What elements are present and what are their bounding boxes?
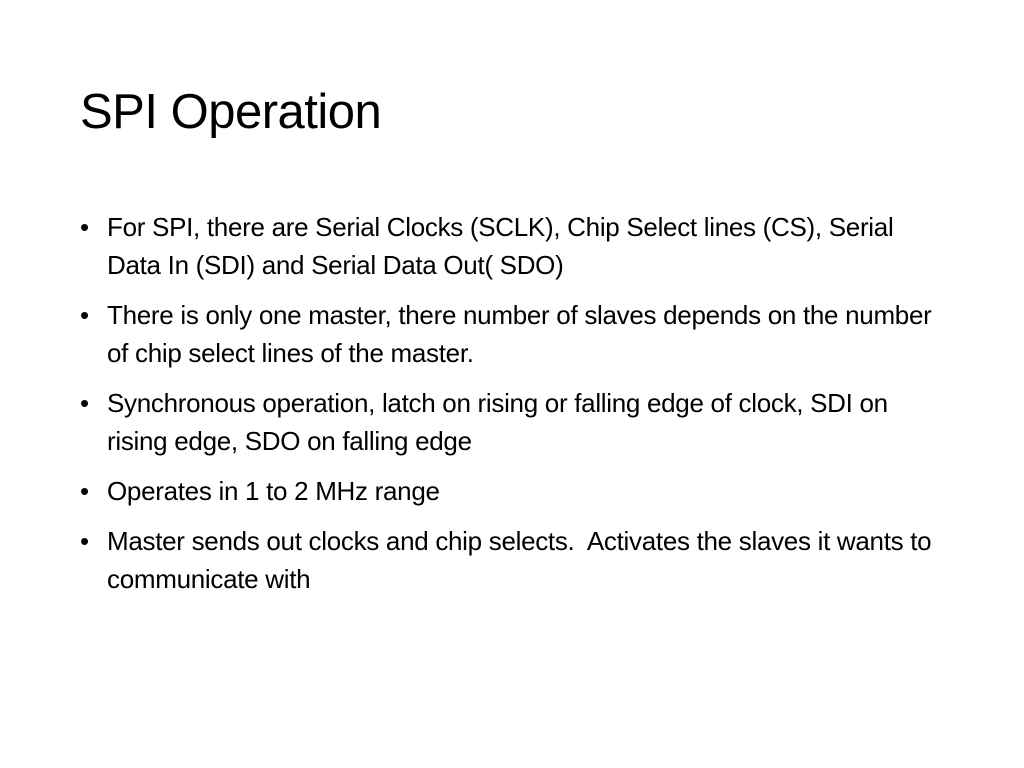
bullet-item [80,472,940,510]
bullet-dot-icon: • [80,388,89,418]
slide-title: SPI Operation [80,85,382,139]
bullet-dot-icon: • [80,526,89,556]
bullet-list [80,208,940,610]
bullet-item [80,208,940,284]
bullet-item [80,384,940,460]
bullet-item [80,296,940,372]
bullet-text: Operates in 1 to 2 MHz range [107,476,440,506]
bullet-text: There is only one master, there number of slaves depends on the number of chip select lines of the master. [107,300,939,368]
bullet-item [80,522,940,598]
bullet-text: For SPI, there are Serial Clocks (SCLK), Chip Select lines (CS), Serial Data In (SDI) and Serial Data Out( SDO) [107,212,901,280]
bullet-dot-icon: • [80,476,89,506]
bullet-dot-icon: • [80,300,89,330]
bullet-text: Master sends out clocks and chip selects. Activates the slaves it wants to communicate with [107,526,939,594]
bullet-text: Synchronous operation, latch on rising or falling edge of clock, SDI on rising edge, SDO on falling edge [107,388,895,456]
bullet-dot-icon: • [80,212,89,242]
